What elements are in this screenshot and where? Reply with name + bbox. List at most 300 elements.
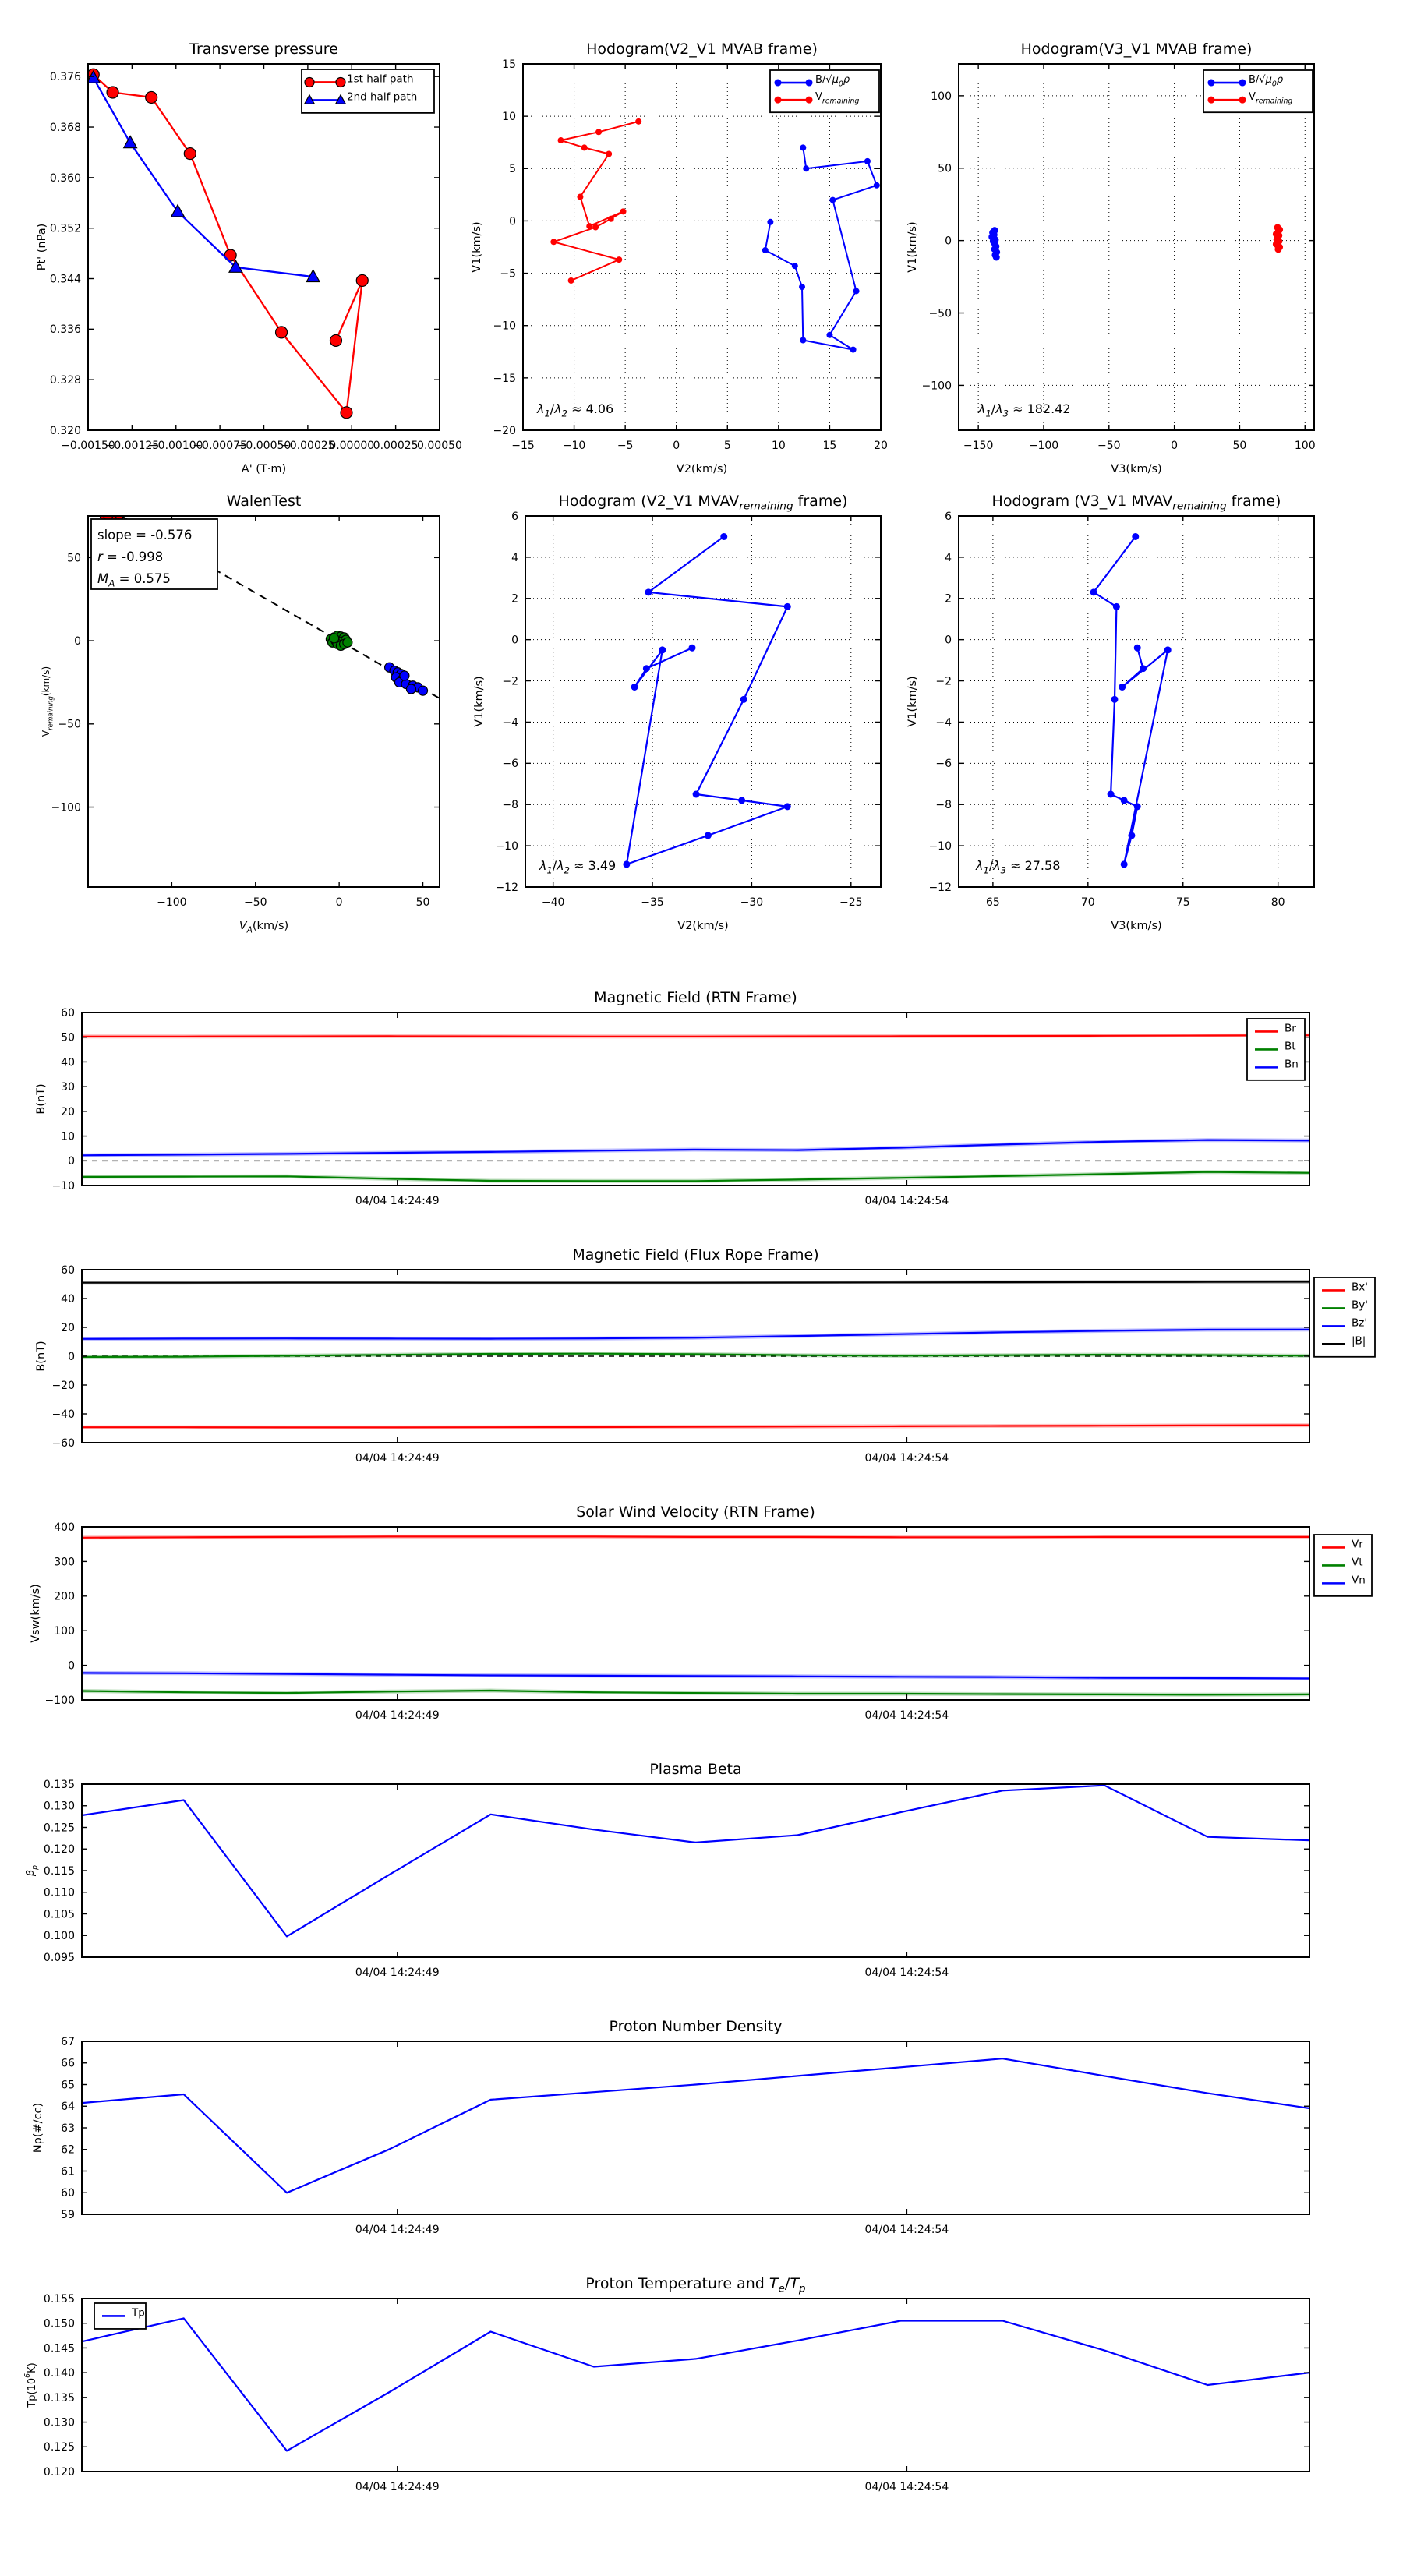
- y-tick-label: −50: [928, 307, 952, 320]
- series-group: [87, 69, 368, 419]
- y-tick-label: 59: [61, 2208, 75, 2221]
- x-tick-label: 15: [822, 440, 837, 452]
- y-tick-label: 60: [61, 1006, 75, 1019]
- chart-hodogram-v2v1-mvab: [471, 41, 888, 475]
- x-tick-label: −25: [839, 896, 863, 909]
- axes-frame: [82, 1784, 1309, 1957]
- y-axis-label: V1(km/s): [906, 221, 919, 273]
- y-tick-label: 0: [74, 634, 81, 648]
- y-tick-label: 4: [511, 551, 518, 564]
- y-tick-label: 0.125: [43, 1822, 75, 1835]
- x-tick-label: 50: [415, 896, 430, 909]
- y-tick-label: 60: [61, 2187, 75, 2200]
- series-group: [82, 2058, 1309, 2193]
- x-tick-label: 04/04 14:24:54: [864, 2481, 949, 2493]
- y-tick-label: 0.140: [43, 2367, 75, 2380]
- y-axis-label: $Tp(10^6K)$: [23, 2362, 38, 2408]
- marker-dot: [1128, 832, 1135, 839]
- series-group: [82, 1536, 1309, 1694]
- series-v-mvav-path: [1094, 536, 1168, 864]
- axes-frame: [525, 516, 881, 887]
- y-axis-label: B(nT): [35, 1083, 48, 1115]
- stats-line: $M_A = 0.575$: [97, 571, 171, 589]
- axes-frame: [959, 64, 1314, 430]
- y-tick-label: 0: [68, 1659, 75, 1673]
- marker-dot: [784, 603, 791, 610]
- axes-frame: [82, 2041, 1309, 2214]
- x-tick-label: −0.00100: [148, 440, 203, 452]
- marker-circle: [146, 91, 157, 103]
- y-tick-label: 40: [61, 1292, 75, 1306]
- x-tick-label: −0.00050: [236, 440, 292, 452]
- marker-circle: [305, 77, 314, 87]
- chart-mag-field-rtn: [35, 989, 1309, 1207]
- y-tick-label: 0.095: [43, 1951, 75, 1964]
- marker-dot: [1108, 791, 1115, 798]
- marker-dot: [1140, 665, 1147, 672]
- chart-title: Hodogram (V3_V1 $MVAV_{remaining}$ frame): [991, 493, 1281, 513]
- x-tick-label: −5: [617, 440, 634, 452]
- y-tick-label: 40: [61, 1056, 75, 1069]
- marker-dot: [993, 254, 1000, 261]
- series-1st-half-path: [94, 75, 362, 413]
- x-tick-label: 75: [1175, 896, 1190, 909]
- marker-dot: [419, 686, 428, 695]
- series-group: [550, 118, 879, 353]
- legend-label: Vt: [1352, 1556, 1363, 1569]
- axes-frame: [88, 64, 440, 430]
- axes-frame: [82, 2299, 1309, 2472]
- x-tick-label: −50: [243, 896, 267, 909]
- marker-dot: [635, 118, 641, 125]
- x-axis-label: V3(km/s): [1111, 920, 1162, 932]
- y-tick-label: −5: [500, 267, 516, 281]
- chart-hodogram-v3v1-mvav: [906, 493, 1314, 932]
- y-tick-label: −6: [502, 758, 518, 771]
- marker-dot: [738, 797, 745, 804]
- y-tick-label: 0: [68, 1350, 75, 1363]
- y-tick-label: −4: [502, 716, 518, 730]
- series-vr: [82, 1536, 1309, 1537]
- x-tick-label: 04/04 14:24:49: [355, 1709, 440, 1722]
- marker-dot: [623, 860, 630, 868]
- chart-title: Proton Number Density: [609, 2018, 783, 2035]
- y-tick-label: 0: [68, 1155, 75, 1168]
- y-tick-label: −60: [51, 1436, 75, 1450]
- axes-frame: [959, 516, 1314, 887]
- y-tick-label: 0.100: [43, 1930, 75, 1943]
- legend-label: Bn: [1285, 1058, 1299, 1071]
- chart-title: Hodogram(V3_V1 MVAB frame): [1020, 41, 1253, 58]
- y-tick-label: 6: [945, 510, 952, 523]
- y-tick-label: 0.360: [49, 171, 81, 185]
- x-axis-label: A' (T·m): [241, 463, 287, 475]
- stats-line: r = -0.998: [97, 549, 164, 564]
- x-tick-label: 04/04 14:24:49: [355, 2481, 440, 2493]
- y-tick-label: 0.150: [43, 2317, 75, 2330]
- y-tick-label: 63: [61, 2122, 75, 2135]
- axes-frame: [523, 64, 881, 430]
- x-tick-label: −30: [740, 896, 764, 909]
- marker-dot: [803, 165, 809, 171]
- x-tick-label: 70: [1080, 896, 1095, 909]
- marker-dot: [1164, 646, 1172, 653]
- y-tick-label: 64: [61, 2101, 75, 2114]
- y-tick-label: 50: [938, 162, 952, 175]
- y-tick-label: 2: [945, 592, 952, 606]
- marker-dot: [705, 832, 712, 839]
- y-axis-label: V1(km/s): [471, 221, 483, 273]
- annotation: $\lambda_1/\lambda_3 \approx 182.42$: [978, 401, 1071, 419]
- series-halo: [82, 1140, 1309, 1156]
- series--b-: [82, 1282, 1309, 1283]
- x-tick-label: 100: [1294, 440, 1316, 452]
- y-tick-label: −12: [495, 881, 518, 894]
- chart-title: Solar Wind Velocity (RTN Frame): [576, 1504, 815, 1521]
- marker-dot: [799, 284, 805, 290]
- series-np: [82, 2058, 1309, 2193]
- legend-label: $V_{remaining}$: [815, 91, 860, 106]
- marker-dot: [1090, 588, 1097, 595]
- series-2nd-half-path: [94, 78, 313, 277]
- marker-circle: [184, 148, 196, 160]
- x-tick-label: −0.00125: [104, 440, 160, 452]
- y-tick-label: −2: [502, 675, 518, 688]
- y-tick-label: 0: [511, 634, 518, 647]
- marker-circle: [107, 87, 118, 98]
- x-tick-label: 04/04 14:24:54: [864, 1452, 949, 1465]
- marker-dot: [806, 97, 813, 104]
- series-group: [1090, 533, 1172, 868]
- y-tick-label: 0.155: [43, 2292, 75, 2306]
- marker-dot: [616, 256, 622, 263]
- y-tick-label: 65: [61, 2079, 75, 2092]
- chart-title: Magnetic Field (RTN Frame): [594, 989, 797, 1006]
- chart-title: Transverse pressure: [189, 41, 338, 58]
- y-tick-label: −8: [935, 799, 952, 812]
- y-tick-label: −100: [44, 1694, 75, 1707]
- y-tick-label: −10: [493, 320, 516, 333]
- marker-dot: [400, 671, 409, 680]
- marker-dot: [1119, 684, 1126, 691]
- series-tp: [82, 2318, 1309, 2451]
- x-tick-label: 0: [673, 440, 680, 452]
- x-axis-label: $V_A(km/s)$: [239, 920, 289, 935]
- chart-mag-field-flux-rope: [35, 1246, 1375, 1465]
- y-tick-label: −6: [935, 758, 952, 771]
- marker-dot: [1274, 246, 1281, 253]
- x-tick-label: −100: [1028, 440, 1059, 452]
- legend-label: Bx': [1352, 1281, 1368, 1294]
- stats-line: slope = -0.576: [97, 528, 193, 542]
- chart-plasma-beta: [25, 1761, 1309, 1979]
- x-tick-label: 0.00025: [373, 440, 419, 452]
- y-tick-label: 0.135: [43, 1778, 75, 1791]
- marker-dot: [343, 638, 352, 647]
- legend-label: $B/√\mu_0\rho$: [815, 74, 850, 89]
- x-tick-label: 10: [771, 440, 786, 452]
- marker-dot: [1121, 797, 1128, 804]
- marker-circle: [276, 327, 288, 338]
- y-tick-label: 30: [61, 1081, 75, 1094]
- x-tick-label: 04/04 14:24:49: [355, 1452, 440, 1465]
- marker-dot: [1113, 603, 1120, 610]
- y-tick-label: −10: [495, 840, 518, 853]
- y-tick-label: 67: [61, 2035, 75, 2048]
- y-tick-label: 100: [931, 90, 952, 103]
- y-tick-label: 100: [54, 1625, 75, 1638]
- x-tick-label: −0.00025: [281, 440, 335, 452]
- chart-title: Magnetic Field (Flux Rope Frame): [572, 1246, 819, 1263]
- marker-dot: [806, 80, 813, 87]
- marker-dot: [720, 533, 727, 540]
- x-tick-label: −0.00150: [61, 440, 115, 452]
- x-tick-label: 5: [723, 440, 731, 452]
- y-tick-label: 0.120: [43, 2465, 75, 2479]
- annotation: $\lambda_1/\lambda_3 \approx 27.58$: [976, 858, 1061, 876]
- y-tick-label: −100: [51, 801, 81, 814]
- x-tick-label: 80: [1270, 896, 1285, 909]
- legend-label: Vn: [1352, 1574, 1366, 1587]
- x-tick-label: 0: [335, 896, 343, 909]
- marker-dot: [1134, 645, 1141, 652]
- x-tick-label: 04/04 14:24:49: [355, 1966, 440, 1979]
- marker-dot: [1239, 80, 1246, 87]
- chart-title: WalenTest: [226, 493, 302, 510]
- y-axis-label: $V_{remaining}(km/s)$: [41, 666, 55, 737]
- marker-circle: [341, 407, 352, 419]
- legend-label: |B|: [1352, 1334, 1366, 1348]
- marker-circle: [330, 334, 341, 346]
- y-tick-label: 0.376: [49, 71, 81, 84]
- x-tick-label: 04/04 14:24:49: [355, 2224, 440, 2236]
- marker-dot: [767, 219, 773, 225]
- marker-dot: [577, 194, 583, 200]
- marker-circle: [356, 274, 368, 286]
- marker-dot: [1132, 533, 1139, 540]
- legend-label: $V_{remaining}$: [1249, 91, 1293, 106]
- y-tick-label: 4: [945, 551, 952, 564]
- marker-dot: [792, 263, 798, 269]
- marker-dot: [775, 97, 782, 104]
- marker-circle: [336, 77, 345, 87]
- x-tick-label: −15: [511, 440, 535, 452]
- y-axis-label: V1(km/s): [473, 676, 486, 727]
- y-tick-label: −10: [928, 840, 952, 853]
- legend-label: $B/√\mu_0\rho$: [1249, 74, 1284, 89]
- x-tick-label: 65: [985, 896, 1000, 909]
- marker-dot: [784, 803, 791, 810]
- x-tick-label: −50: [1097, 440, 1121, 452]
- x-tick-label: 04/04 14:24:54: [864, 1966, 949, 1979]
- annotation: $\lambda_1/\lambda_2 \approx 3.49$: [539, 858, 617, 876]
- y-tick-label: 50: [61, 1031, 75, 1044]
- y-tick-label: 0.368: [49, 121, 81, 134]
- y-tick-label: 300: [54, 1556, 75, 1569]
- chart-solar-wind-velocity: [30, 1504, 1372, 1722]
- y-tick-label: 2: [511, 592, 518, 606]
- y-tick-label: 20: [61, 1105, 75, 1118]
- marker-dot: [586, 223, 592, 229]
- y-tick-label: 0.145: [43, 2342, 75, 2355]
- marker-dot: [1208, 80, 1215, 87]
- chart-title: Hodogram (V2_V1 $MVAV_{remaining}$ frame): [558, 493, 848, 513]
- marker-dot: [762, 247, 769, 253]
- marker-triangle: [124, 136, 137, 147]
- marker-dot: [550, 239, 557, 245]
- marker-dot: [693, 791, 700, 798]
- chart-title: Proton Temperature and $T_e/T_p$: [585, 2275, 806, 2295]
- y-tick-label: 0.105: [43, 1908, 75, 1921]
- y-tick-label: −15: [493, 372, 516, 385]
- y-tick-label: 60: [61, 1263, 75, 1277]
- x-tick-label: 04/04 14:24:54: [864, 1195, 949, 1207]
- y-tick-label: 0: [945, 634, 952, 647]
- marker-dot: [595, 129, 602, 135]
- marker-dot: [874, 182, 880, 189]
- y-axis-label: Pt' (nPa): [36, 223, 48, 271]
- y-tick-label: 62: [61, 2143, 75, 2157]
- chart-walen-test: [41, 493, 440, 935]
- marker-dot: [864, 158, 871, 164]
- x-axis-label: V2(km/s): [677, 920, 729, 932]
- y-tick-label: 0.130: [43, 2416, 75, 2429]
- marker-dot: [688, 645, 695, 652]
- y-tick-label: 0.115: [43, 1864, 75, 1878]
- y-tick-label: 0.125: [43, 2441, 75, 2454]
- legend-label: Vr: [1352, 1538, 1363, 1551]
- x-tick-label: −35: [641, 896, 664, 909]
- marker-dot: [829, 197, 836, 203]
- y-tick-label: −40: [51, 1408, 75, 1421]
- x-tick-label: −40: [541, 896, 565, 909]
- marker-dot: [558, 137, 564, 143]
- x-tick-label: −10: [562, 440, 586, 452]
- series-group: [988, 224, 1283, 260]
- y-tick-label: −50: [58, 718, 81, 731]
- marker-dot: [606, 150, 612, 157]
- marker-dot: [608, 216, 614, 222]
- y-tick-label: 5: [509, 163, 516, 176]
- y-tick-label: 0.110: [43, 1886, 75, 1899]
- chart-hodogram-v2v1-mvav: [473, 493, 881, 932]
- marker-dot: [568, 277, 574, 284]
- y-tick-label: 0.344: [49, 273, 81, 286]
- marker-dot: [775, 80, 782, 87]
- series-beta-p: [82, 1786, 1309, 1937]
- series-v-mvav-path: [627, 536, 787, 864]
- y-axis-label: $\beta_p$: [25, 1864, 40, 1877]
- y-tick-label: 6: [511, 510, 518, 523]
- legend-label: Tp: [132, 2306, 145, 2320]
- y-tick-label: −10: [51, 1179, 75, 1193]
- marker-dot: [330, 634, 339, 643]
- x-tick-label: 0: [1171, 440, 1179, 452]
- legend-label: By': [1352, 1299, 1368, 1312]
- marker-dot: [581, 144, 588, 150]
- marker-dot: [620, 208, 627, 214]
- x-tick-label: 04/04 14:24:54: [864, 1709, 949, 1722]
- series-group: [82, 1786, 1309, 1937]
- marker-dot: [406, 684, 415, 694]
- marker-dot: [659, 646, 666, 653]
- y-tick-label: −4: [935, 716, 952, 730]
- y-tick-label: 0: [945, 235, 952, 248]
- chart-hodogram-v3v1-mvab: [906, 41, 1316, 475]
- y-tick-label: −12: [928, 881, 952, 894]
- y-tick-label: 0: [509, 215, 516, 228]
- series-b-0-: [765, 147, 877, 349]
- series-group: [82, 1035, 1309, 1181]
- legend-label: 1st half path: [347, 72, 414, 86]
- y-tick-label: 200: [54, 1590, 75, 1603]
- y-tick-label: 0.352: [49, 222, 81, 235]
- marker-dot: [1111, 696, 1118, 703]
- marker-dot: [800, 144, 806, 150]
- y-tick-label: 0.328: [49, 374, 81, 387]
- marker-dot: [1208, 97, 1215, 104]
- marker-dot: [1121, 860, 1128, 868]
- y-tick-label: 15: [502, 58, 516, 71]
- chart-proton-number-density: [32, 2018, 1309, 2236]
- x-tick-label: 50: [1232, 440, 1247, 452]
- marker-dot: [645, 588, 652, 595]
- y-tick-label: 61: [61, 2165, 75, 2178]
- marker-dot: [853, 288, 860, 294]
- marker-dot: [740, 696, 747, 703]
- x-tick-label: 0.00050: [417, 440, 462, 452]
- y-tick-label: 20: [61, 1321, 75, 1334]
- series-group: [623, 533, 790, 868]
- y-tick-label: 10: [502, 111, 516, 124]
- marker-dot: [800, 337, 806, 344]
- marker-dot: [826, 332, 832, 338]
- marker-dot: [643, 665, 650, 672]
- y-axis-label: B(nT): [35, 1341, 48, 1372]
- marker-dot: [592, 224, 599, 230]
- y-tick-label: 66: [61, 2057, 75, 2070]
- x-tick-label: 0.00000: [329, 440, 375, 452]
- x-axis-label: V2(km/s): [676, 463, 728, 475]
- legend-label: Bt: [1285, 1040, 1296, 1053]
- series-group: [82, 1282, 1309, 1428]
- chart-proton-temperature: [23, 2275, 1309, 2493]
- chart-transverse-pressure: [36, 41, 462, 475]
- series-group: [82, 2318, 1309, 2451]
- y-tick-label: −20: [493, 424, 516, 437]
- x-tick-label: 04/04 14:24:49: [355, 1195, 440, 1207]
- x-tick-label: 20: [874, 440, 888, 452]
- y-axis-label: Np(#/cc): [32, 2102, 44, 2154]
- series-v-remaining-: [553, 122, 638, 281]
- x-tick-label: −0.00075: [193, 440, 247, 452]
- annotation: $\lambda_1/\lambda_2 \approx 4.06$: [537, 401, 614, 419]
- y-tick-label: 50: [67, 552, 81, 565]
- y-tick-label: 10: [61, 1130, 75, 1143]
- y-tick-label: 0.336: [49, 323, 81, 337]
- y-tick-label: 0.320: [49, 424, 81, 437]
- x-tick-label: 04/04 14:24:54: [864, 2224, 949, 2236]
- chart-title: Plasma Beta: [649, 1761, 742, 1778]
- marker-dot: [1134, 803, 1141, 810]
- y-tick-label: 0.130: [43, 1800, 75, 1813]
- y-tick-label: 0.120: [43, 1843, 75, 1857]
- legend-label: Bz': [1352, 1316, 1368, 1330]
- marker-dot: [631, 684, 638, 691]
- legend-label: Br: [1285, 1022, 1296, 1035]
- y-tick-label: −100: [921, 380, 952, 393]
- y-tick-label: −8: [502, 799, 518, 812]
